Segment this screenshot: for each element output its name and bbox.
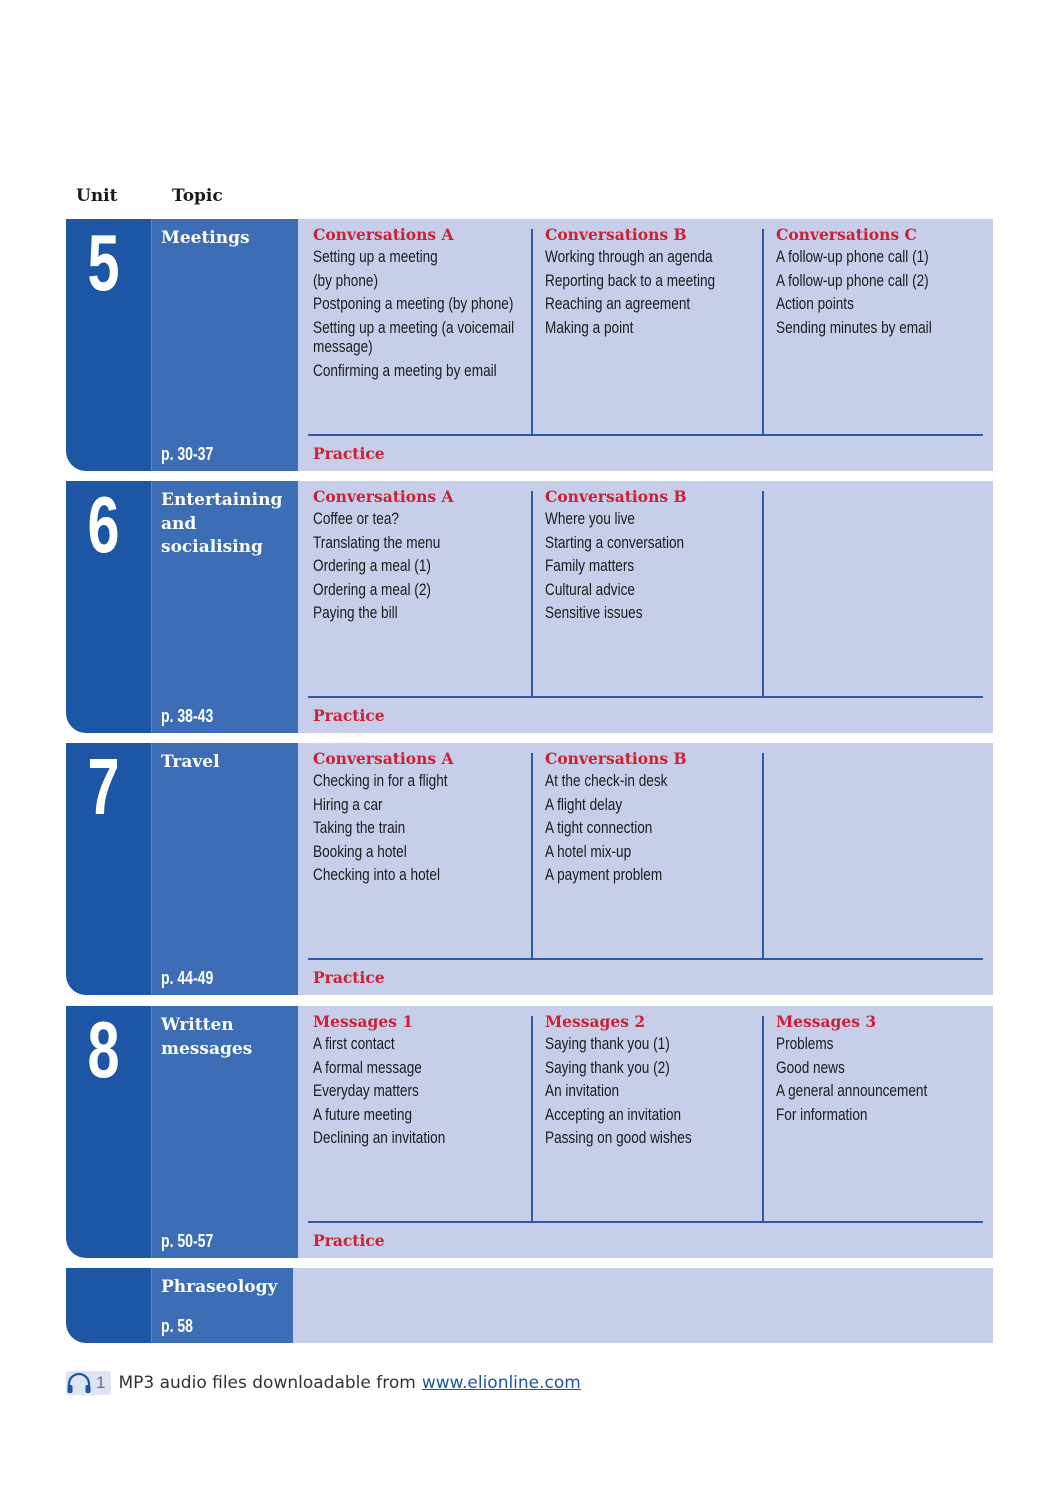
content-column — [313, 487, 535, 697]
unit-topic-cell — [151, 743, 298, 995]
column-title: Conversations B — [545, 487, 687, 506]
column-title: Messages 2 — [545, 1012, 646, 1031]
lesson-item: Saying thank you (2) — [545, 1057, 670, 1077]
lesson-item: Coffee or tea? — [313, 509, 399, 528]
phraseology-pages: p. 58 — [161, 1316, 194, 1336]
content-column — [531, 487, 767, 697]
lesson-item: Checking in for a flight — [313, 771, 448, 790]
lesson-item: A flight delay — [545, 794, 623, 814]
lesson-item: Checking into a hotel — [313, 865, 441, 884]
lesson-item: Declining an invitation — [313, 1128, 446, 1147]
unit-pages: p. 38-43 — [161, 706, 214, 726]
lesson-item: Everyday matters — [313, 1081, 419, 1100]
lesson-item: Passing on good wishes — [545, 1128, 692, 1147]
lesson-item: Translating the menu — [313, 532, 441, 552]
column-title: Messages 1 — [313, 1012, 414, 1031]
lesson-item: Saying thank you (1) — [545, 1034, 670, 1053]
practice-label: Practice — [313, 968, 385, 987]
lesson-item: Taking the train — [313, 818, 406, 837]
unit-pages: p. 30-37 — [161, 444, 214, 464]
lesson-item: Making a point — [545, 317, 634, 337]
practice-divider — [308, 1221, 983, 1223]
phraseology-row — [66, 1268, 993, 1343]
practice-label: Practice — [313, 706, 385, 725]
phraseology-title: Phraseology — [161, 1277, 278, 1297]
lesson-item: For information — [776, 1104, 868, 1124]
practice-divider — [308, 434, 983, 436]
content-column — [762, 225, 982, 435]
topic-column-header: Topic — [172, 186, 223, 206]
unit-content-cell — [298, 481, 993, 733]
unit-row-8 — [66, 1006, 993, 1258]
unit-number-cell — [66, 1006, 151, 1258]
column-title: Conversations C — [776, 225, 917, 244]
unit-row-5 — [66, 219, 993, 471]
unit-number: 5 — [87, 218, 120, 307]
lesson-item: Sending minutes by email — [776, 317, 932, 337]
website-link[interactable]: www.elionline.com — [421, 1373, 581, 1393]
unit-topic: Meetings — [161, 228, 250, 248]
column-title: Conversations A — [313, 487, 454, 506]
unit-column-header: Unit — [76, 186, 118, 206]
content-column — [762, 491, 982, 697]
lesson-item: Ordering a meal (1) — [313, 556, 431, 575]
unit-pages: p. 44-49 — [161, 968, 214, 988]
practice-label: Practice — [313, 444, 385, 463]
unit-topic-cell — [151, 481, 298, 733]
lesson-item: Good news — [776, 1057, 845, 1077]
lesson-item: A hotel mix-up — [545, 841, 632, 861]
unit-number: 7 — [87, 742, 120, 831]
lesson-item: Working through an agenda — [545, 247, 713, 266]
phraseology-content-cell — [293, 1268, 993, 1343]
lesson-item: Postponing a meeting (by phone) — [313, 294, 514, 313]
lesson-item: An invitation — [545, 1081, 620, 1100]
content-column — [531, 225, 767, 435]
unit-topic-cell — [151, 1006, 298, 1258]
lesson-item: Action points — [776, 294, 854, 313]
content-column — [313, 1012, 535, 1222]
unit-number-cell — [66, 743, 151, 995]
practice-divider — [308, 696, 983, 698]
content-column — [313, 225, 535, 435]
lesson-item: Starting a conversation — [545, 532, 685, 552]
lesson-item: (by phone) — [313, 270, 379, 290]
unit-content-cell — [298, 1006, 993, 1258]
lesson-item: A general announcement — [776, 1081, 928, 1100]
unit-number-cell — [66, 481, 151, 733]
column-title: Conversations B — [545, 225, 687, 244]
unit-content-cell — [298, 743, 993, 995]
content-column — [531, 749, 767, 959]
unit-topic-cell — [151, 219, 298, 471]
unit-number-cell — [66, 219, 151, 471]
footer — [66, 1371, 581, 1395]
phraseology-topic-cell — [151, 1268, 294, 1343]
lesson-item: Setting up a meeting (a voicemail message) — [313, 317, 515, 356]
lesson-item: A first contact — [313, 1034, 395, 1053]
lesson-item: Accepting an invitation — [545, 1104, 682, 1124]
lesson-item: Booking a hotel — [313, 841, 407, 861]
phraseology-number-cell — [66, 1268, 151, 1343]
lesson-item: A follow-up phone call (2) — [776, 270, 929, 290]
lesson-item: Cultural advice — [545, 579, 635, 599]
lesson-item: A tight connection — [545, 818, 653, 837]
lesson-item: A payment problem — [545, 865, 663, 884]
column-title: Conversations A — [313, 225, 454, 244]
lesson-item: Confirming a meeting by email — [313, 360, 497, 380]
lesson-item: At the check-in desk — [545, 771, 668, 790]
column-title: Conversations A — [313, 749, 454, 768]
content-column — [762, 1012, 982, 1222]
unit-topic: Travel — [161, 752, 220, 772]
column-title: Conversations B — [545, 749, 687, 768]
lesson-item: Ordering a meal (2) — [313, 579, 431, 599]
lesson-item: Problems — [776, 1034, 834, 1053]
content-column — [531, 1012, 767, 1222]
lesson-item: Reporting back to a meeting — [545, 270, 716, 290]
lesson-item: A future meeting — [313, 1104, 413, 1124]
lesson-item: Paying the bill — [313, 603, 398, 622]
column-title: Messages 3 — [776, 1012, 877, 1031]
content-column — [762, 753, 982, 959]
footer-text: MP3 audio files downloadable from — [118, 1373, 416, 1393]
headphones-icon — [66, 1372, 92, 1394]
unit-content-cell — [298, 219, 993, 471]
audio-badge — [66, 1371, 111, 1395]
practice-divider — [308, 958, 983, 960]
lesson-item: Hiring a car — [313, 794, 383, 814]
audio-track-number: 1 — [96, 1373, 106, 1392]
unit-number: 8 — [87, 1005, 120, 1094]
lesson-item: Setting up a meeting — [313, 247, 438, 266]
lesson-item: Sensitive issues — [545, 603, 643, 622]
lesson-item: Where you live — [545, 509, 635, 528]
lesson-item: Family matters — [545, 556, 635, 575]
practice-label: Practice — [313, 1231, 385, 1250]
unit-topic: Written messages — [161, 1015, 253, 1059]
unit-row-7 — [66, 743, 993, 995]
content-column — [313, 749, 535, 959]
unit-pages: p. 50-57 — [161, 1231, 214, 1251]
lesson-item: Reaching an agreement — [545, 294, 691, 313]
lesson-item: A follow-up phone call (1) — [776, 247, 929, 266]
unit-row-6 — [66, 481, 993, 733]
unit-number: 6 — [87, 480, 120, 569]
lesson-item: A formal message — [313, 1057, 422, 1077]
unit-topic: Entertaining and socialising — [161, 490, 283, 557]
